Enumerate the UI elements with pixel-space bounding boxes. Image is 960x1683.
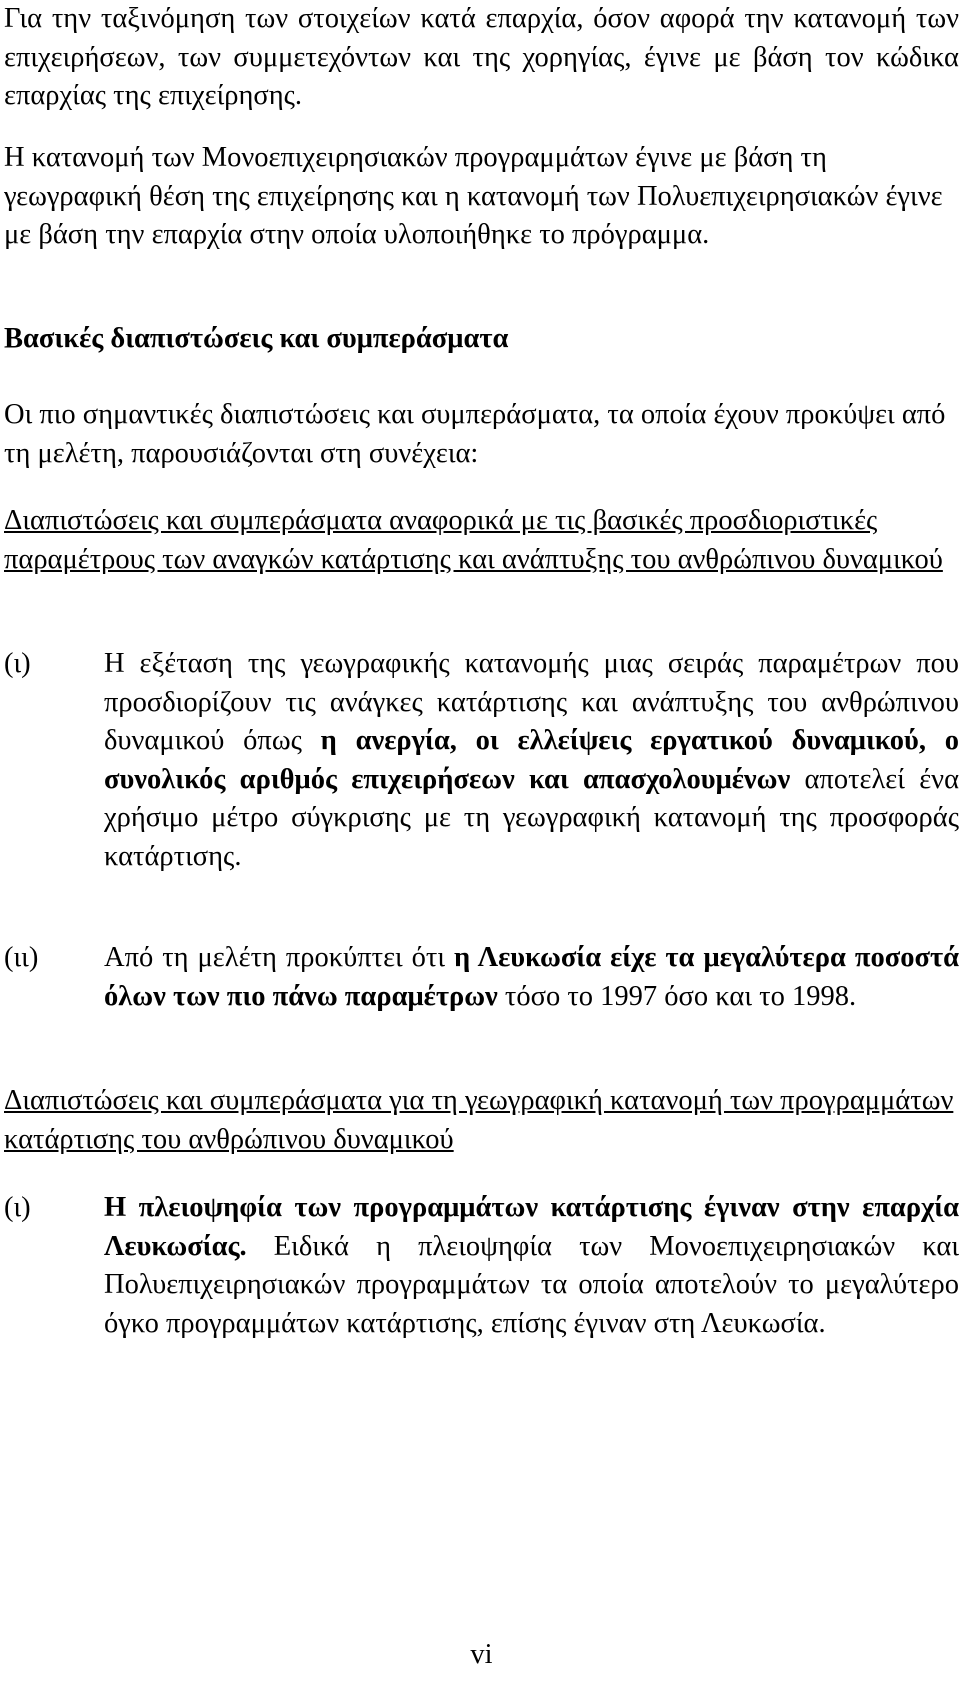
list-marker: (ιι) <box>4 942 39 973</box>
subsection-heading-parameters: Διαπιστώσεις και συμπεράσματα αναφορικά με τις βασικές προσδιοριστικές παραμέτρους των αναγκών κατάρτισης και ανάπτυξης του ανθρώπινου δυναμικού <box>4 505 943 575</box>
list-item-text: Η εξέταση της γεωγραφικής κατανομής μιας σειράς παραμέτρων που προσδιορίζουν τις ανάγκες κατάρτισης και ανάπτυξης του ανθρώπινου δυναμικού όπως η ανεργία, οι ελλείψεις εργατικού δυναμικού, ο συνολικός αριθμός επιχειρήσεων και απασχολουμένων αποτελεί ένα χρήσιμο μέτρο σύγκρισης με τη γεωγραφική κατανομή της προσφοράς κατάρτισης. <box>104 648 959 872</box>
list-marker: (ι) <box>4 1192 31 1223</box>
paragraph-programme-distribution: Η κατανομή των Μονοεπιχειρησιακών προγραμμάτων έγινε με βάση τη γεωγραφική θέση της επιχείρησης και η κατανομή των Πολυεπιχειρησιακών έγινε με βάση την επαρχία στην οποία υλοποιήθηκε το πρόγραμμα. <box>4 142 943 250</box>
list-item-text: Από τη μελέτη προκύπτει ότι η Λευκωσία είχε τα μεγαλύτερα ποσοστά όλων των πιο πάνω παραμέτρων τόσο το 1997 όσο και το 1998. <box>104 942 960 1012</box>
list-marker: (ι) <box>4 648 31 679</box>
paragraph-intro-findings: Οι πιο σημαντικές διαπιστώσεις και συμπεράσματα, τα οποία έχουν προκύψει από τη μελέτη, παρουσιάζονται στη συνέχεια: <box>4 399 946 469</box>
section-heading: Βασικές διαπιστώσεις και συμπεράσματα <box>4 323 509 354</box>
paragraph-provincial-classification: Για την ταξινόμηση των στοιχείων κατά επαρχία, όσον αφορά την κατανομή των επιχειρήσεων, των συμμετεχόντων και της χορηγίας, έγινε με βάση τον κώδικα επαρχίας της επιχείρησης. <box>4 3 959 111</box>
list-item-text: Η πλειοψηφία των προγραμμάτων κατάρτισης έγιναν στην επαρχία Λευκωσίας. Ειδικά η πλειοψηφία των Μονοεπιχειρησιακών και Πολυεπιχειρησιακών προγραμμάτων τα οποία αποτελούν το μεγαλύτερο όγκο προγραμμάτων κατάρτισης, επίσης έγιναν στη Λευκωσία. <box>104 1192 959 1339</box>
subsection-heading-geographic-distribution: Διαπιστώσεις και συμπεράσματα για τη γεωγραφική κατανομή των προγραμμάτων κατάρτισης του ανθρώπινου δυναμικού <box>4 1085 954 1155</box>
page-number: vi <box>470 1639 493 1670</box>
document-page <box>4 0 959 1683</box>
